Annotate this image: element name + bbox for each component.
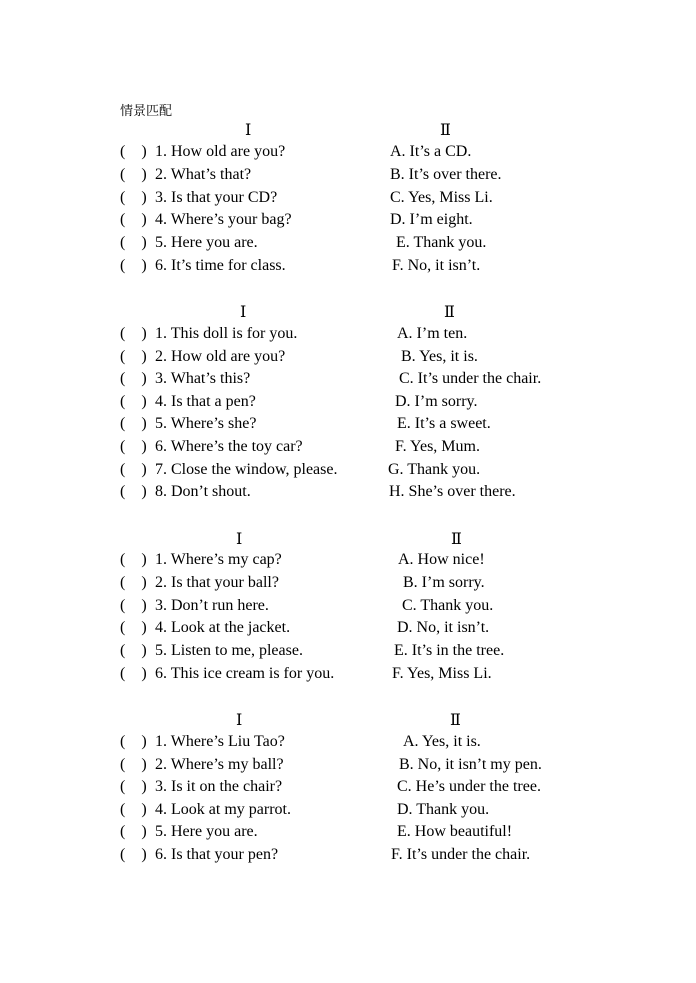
- answer-blank[interactable]: ( ): [120, 392, 147, 410]
- answer-blank[interactable]: ( ): [120, 573, 147, 591]
- answer-option: D. I’m eight.: [390, 211, 473, 229]
- answer-blank[interactable]: ( ): [120, 823, 147, 841]
- question-text: 6. Where’s the toy car?: [155, 438, 303, 455]
- question-text: 6. This ice cream is for you.: [155, 665, 335, 682]
- answer-blank[interactable]: ( ): [120, 257, 147, 274]
- match-row: [0, 483, 696, 505]
- answer-blank[interactable]: ( ): [120, 619, 147, 637]
- answer-blank[interactable]: ( ): [120, 551, 147, 568]
- question-text: 7. Close the window, please.: [155, 460, 338, 478]
- match-row: [0, 733, 696, 755]
- question-text: 6. It’s time for class.: [155, 257, 286, 274]
- answer-blank[interactable]: ( ): [120, 800, 147, 818]
- match-row: [0, 823, 696, 845]
- answer-option: E. It’s a sweet.: [397, 415, 491, 433]
- question-text: 2. How old are you?: [155, 347, 286, 365]
- match-row: [0, 619, 696, 641]
- match-row: [0, 642, 696, 664]
- answer-option: D. No, it isn’t.: [397, 619, 490, 637]
- match-row: [0, 189, 696, 211]
- question-text: 6. Is that your pen?: [155, 846, 279, 863]
- column-header-i: Ⅰ: [240, 304, 247, 321]
- match-row: [0, 756, 696, 778]
- answer-option: H. She’s over there.: [389, 483, 516, 501]
- question-text: 5. Here you are.: [155, 234, 258, 252]
- match-row: [0, 166, 696, 188]
- match-row: [0, 597, 696, 619]
- answer-option: C. It’s under the chair.: [399, 370, 542, 388]
- column-header-ii: Ⅱ: [451, 531, 462, 548]
- question-text: 2. What’s that?: [155, 165, 252, 183]
- answer-option: A. How nice!: [398, 551, 485, 568]
- answer-option: F. It’s under the chair.: [391, 846, 531, 863]
- question-text: 1. How old are you?: [155, 143, 286, 160]
- match-row: [0, 370, 696, 392]
- answer-option: C. Thank you.: [402, 596, 494, 614]
- match-row: [0, 415, 696, 437]
- answer-option: A. Yes, it is.: [403, 733, 481, 750]
- question-text: 4. Is that a pen?: [155, 392, 256, 410]
- page-title: 情景匹配: [120, 104, 173, 119]
- question-text: 3. What’s this?: [155, 370, 251, 388]
- question-text: 8. Don’t shout.: [155, 483, 251, 501]
- column-header-i: Ⅰ: [236, 712, 243, 729]
- match-row: [0, 801, 696, 823]
- match-row: [0, 551, 696, 573]
- question-text: 1. This doll is for you.: [155, 325, 298, 342]
- answer-blank[interactable]: ( ): [120, 211, 147, 229]
- answer-blank[interactable]: ( ): [120, 846, 147, 863]
- answer-blank[interactable]: ( ): [120, 143, 147, 160]
- answer-blank[interactable]: ( ): [120, 325, 147, 342]
- answer-option: F. Yes, Mum.: [395, 438, 480, 455]
- question-text: 4. Look at my parrot.: [155, 800, 291, 818]
- answer-blank[interactable]: ( ): [120, 415, 147, 433]
- answer-option: B. Yes, it is.: [401, 347, 478, 365]
- answer-option: D. Thank you.: [397, 800, 490, 818]
- answer-blank[interactable]: ( ): [120, 778, 147, 796]
- column-header-ii: Ⅱ: [440, 122, 451, 139]
- match-row: [0, 143, 696, 165]
- question-text: 4. Look at the jacket.: [155, 619, 291, 637]
- question-text: 1. Where’s Liu Tao?: [155, 733, 285, 750]
- answer-option: A. It’s a CD.: [390, 143, 472, 160]
- question-text: 5. Where’s she?: [155, 415, 257, 433]
- question-text: 3. Is that your CD?: [155, 188, 278, 206]
- answer-blank[interactable]: ( ): [120, 460, 147, 478]
- answer-option: E. It’s in the tree.: [394, 642, 505, 660]
- answer-blank[interactable]: ( ): [120, 755, 147, 773]
- column-header-i: Ⅰ: [236, 531, 243, 548]
- answer-blank[interactable]: ( ): [120, 347, 147, 365]
- question-text: 5. Listen to me, please.: [155, 642, 303, 660]
- match-row: [0, 665, 696, 687]
- answer-blank[interactable]: ( ): [120, 642, 147, 660]
- question-text: 2. Where’s my ball?: [155, 755, 284, 773]
- answer-option: F. Yes, Miss Li.: [392, 665, 492, 682]
- match-row: [0, 325, 696, 347]
- answer-blank[interactable]: ( ): [120, 188, 147, 206]
- answer-blank[interactable]: ( ): [120, 596, 147, 614]
- match-row: [0, 461, 696, 483]
- match-row: [0, 348, 696, 370]
- column-header-ii: Ⅱ: [444, 304, 455, 321]
- question-text: 1. Where’s my cap?: [155, 551, 282, 568]
- answer-option: F. No, it isn’t.: [392, 257, 481, 274]
- answer-option: A. I’m ten.: [397, 325, 468, 342]
- match-row: [0, 257, 696, 279]
- question-text: 4. Where’s your bag?: [155, 211, 292, 229]
- match-row: [0, 846, 696, 868]
- answer-blank[interactable]: ( ): [120, 483, 147, 501]
- question-text: 5. Here you are.: [155, 823, 258, 841]
- answer-option: D. I’m sorry.: [395, 392, 478, 410]
- answer-blank[interactable]: ( ): [120, 438, 147, 455]
- answer-option: E. Thank you.: [396, 234, 487, 252]
- answer-option: G. Thank you.: [388, 460, 481, 478]
- answer-blank[interactable]: ( ): [120, 234, 147, 252]
- column-header-ii: Ⅱ: [450, 712, 461, 729]
- answer-option: E. How beautiful!: [397, 823, 513, 841]
- answer-blank[interactable]: ( ): [120, 165, 147, 183]
- column-header-i: Ⅰ: [245, 122, 252, 139]
- answer-option: B. I’m sorry.: [403, 573, 485, 591]
- question-text: 2. Is that your ball?: [155, 573, 279, 591]
- question-text: 3. Don’t run here.: [155, 596, 269, 614]
- match-row: [0, 574, 696, 596]
- answer-option: C. He’s under the tree.: [397, 778, 541, 796]
- answer-option: B. No, it isn’t my pen.: [399, 755, 542, 773]
- match-row: [0, 211, 696, 233]
- match-row: [0, 778, 696, 800]
- answer-blank[interactable]: ( ): [120, 665, 147, 682]
- match-row: [0, 393, 696, 415]
- match-row: [0, 234, 696, 256]
- match-row: [0, 438, 696, 460]
- answer-blank[interactable]: ( ): [120, 733, 147, 750]
- answer-option: C. Yes, Miss Li.: [390, 188, 493, 206]
- answer-blank[interactable]: ( ): [120, 370, 147, 388]
- answer-option: B. It’s over there.: [390, 165, 502, 183]
- question-text: 3. Is it on the chair?: [155, 778, 283, 796]
